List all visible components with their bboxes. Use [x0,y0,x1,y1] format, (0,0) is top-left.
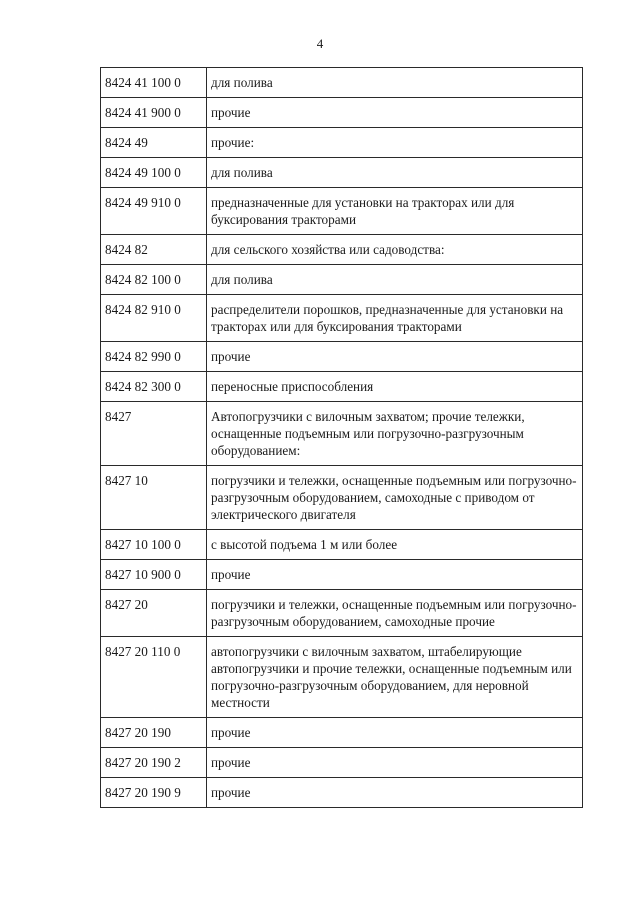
code-cell: 8424 82 [101,235,207,265]
table-row [101,235,583,265]
description-cell: Автопогрузчики с вилочным захватом; прочие тележки, оснащенные подъемным или погрузочно-разгрузочным оборудованием: [207,402,583,466]
description-cell: переносные приспособления [207,372,583,402]
description-cell: предназначенные для установки на тракторах или для буксирования тракторами [207,188,583,235]
code-cell: 8424 82 100 0 [101,265,207,295]
code-cell: 8424 41 900 0 [101,98,207,128]
code-cell: 8424 41 100 0 [101,68,207,98]
description-cell: распределители порошков, предназначенные для установки на тракторах или для буксирования тракторами [207,295,583,342]
description-cell: для полива [207,158,583,188]
description-cell: для сельского хозяйства или садоводства: [207,235,583,265]
table-row [101,560,583,590]
description-cell: с высотой подъема 1 м или более [207,530,583,560]
code-cell: 8427 [101,402,207,466]
description-cell: погрузчики и тележки, оснащенные подъемным или погрузочно-разгрузочным оборудованием, самоходные с приводом от электрического двигателя [207,466,583,530]
code-cell: 8427 20 190 9 [101,778,207,808]
description-cell: прочие [207,748,583,778]
code-cell: 8427 20 190 [101,718,207,748]
table-row [101,342,583,372]
table-row [101,68,583,98]
table-row [101,637,583,718]
code-cell: 8424 49 [101,128,207,158]
description-cell: прочие [207,778,583,808]
description-cell: автопогрузчики с вилочным захватом, штабелирующие автопогрузчики и прочие тележки, оснащенные подъемным или погрузочно-разгрузочным оборудованием, для неровной местности [207,637,583,718]
table-row [101,295,583,342]
table-row [101,128,583,158]
table-row [101,98,583,128]
code-cell: 8427 10 [101,466,207,530]
code-cell: 8424 82 300 0 [101,372,207,402]
table-row [101,265,583,295]
code-cell: 8424 49 910 0 [101,188,207,235]
table-row [101,530,583,560]
description-cell: прочие [207,342,583,372]
table-row [101,778,583,808]
description-cell: прочие [207,560,583,590]
table-row [101,188,583,235]
code-cell: 8427 20 110 0 [101,637,207,718]
code-cell: 8427 10 100 0 [101,530,207,560]
description-cell: прочие: [207,128,583,158]
code-cell: 8427 20 190 2 [101,748,207,778]
page-number: 4 [316,36,324,51]
code-cell: 8424 82 990 0 [101,342,207,372]
table-row [101,402,583,466]
description-cell: прочие [207,718,583,748]
description-cell: для полива [207,68,583,98]
code-cell: 8427 10 900 0 [101,560,207,590]
table-row [101,718,583,748]
code-cell: 8427 20 [101,590,207,637]
table-row [101,748,583,778]
code-cell: 8424 82 910 0 [101,295,207,342]
table-row [101,372,583,402]
tariff-code-table [100,67,583,808]
description-cell: погрузчики и тележки, оснащенные подъемным или погрузочно-разгрузочным оборудованием, самоходные прочие [207,590,583,637]
table-row [101,466,583,530]
code-cell: 8424 49 100 0 [101,158,207,188]
table-row [101,158,583,188]
table-row [101,590,583,637]
description-cell: прочие [207,98,583,128]
description-cell: для полива [207,265,583,295]
